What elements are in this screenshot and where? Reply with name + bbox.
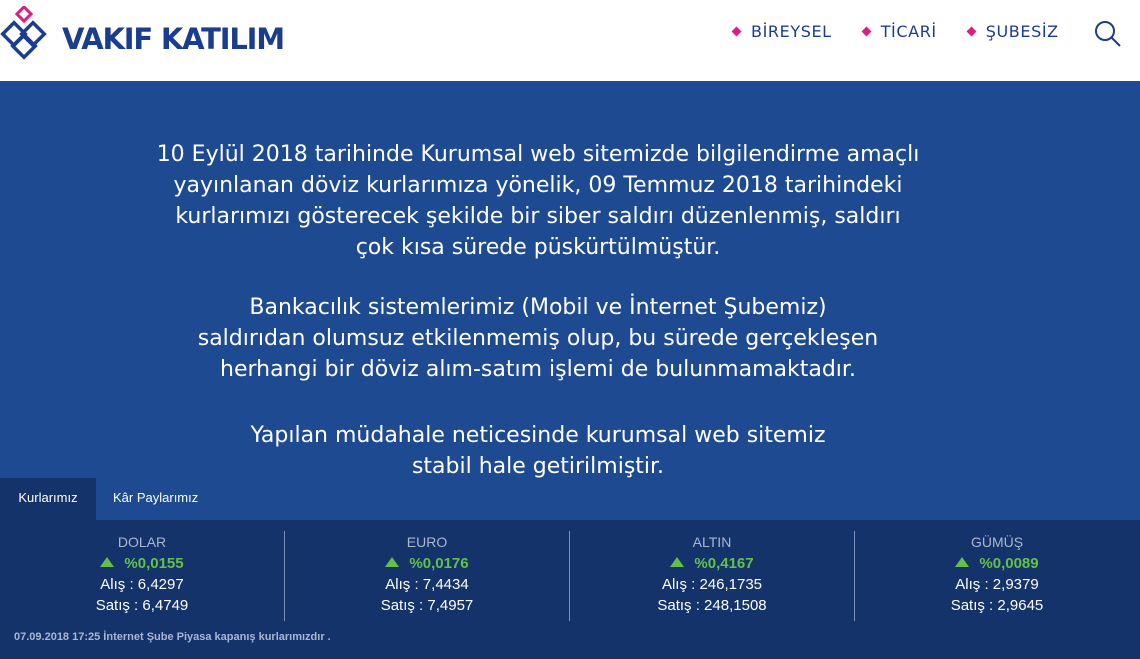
rate-name: DOLAR xyxy=(117,534,167,550)
diamond-bullet-icon xyxy=(732,27,742,37)
rates-tabs xyxy=(0,478,1140,520)
rate-card-euro xyxy=(284,531,569,621)
arrow-up-icon xyxy=(670,557,684,567)
rate-change-value: %0,0176 xyxy=(409,555,469,572)
rate-buy: Alış : 6,4297 xyxy=(100,576,184,593)
rate-buy: Alış : 2,9379 xyxy=(955,576,1039,593)
nav-item-label: BİREYSEL xyxy=(751,22,832,41)
brand-logo[interactable] xyxy=(0,6,284,66)
announcement-paragraph-1: 10 Eylül 2018 tarihinde Kurumsal web sitemizde bilgilendirme amaçlı yayınlanan döviz kurlarımıza yönelik, 09 Temmuz 2018 tarihindeki kurlarımızı gösterecek şekilde bir siber saldırı düzenlenmiş, saldırı çok kısa sürede püskürtülmüştür. xyxy=(156,142,920,260)
rate-change xyxy=(570,553,854,574)
arrow-up-icon xyxy=(955,557,969,567)
rate-change-value: %0,0155 xyxy=(124,555,184,572)
rate-sell: Satış : 6,4749 xyxy=(95,597,189,614)
nav-item-label: ŞUBESİZ xyxy=(985,22,1059,41)
search-icon[interactable] xyxy=(1094,20,1122,48)
announcement-panel xyxy=(0,81,1140,481)
rate-card-altin xyxy=(569,531,854,621)
rate-sell: Satış : 2,9645 xyxy=(950,597,1044,614)
tab-kar-paylarimiz[interactable]: Kâr Paylarımız xyxy=(113,490,199,505)
tab-kurlarimiz[interactable]: Kurlarımız xyxy=(0,478,96,520)
rate-card-gumus xyxy=(854,531,1139,621)
nav-item-label: TİCARİ xyxy=(880,22,937,41)
announcement-paragraph-3: Yapılan müdahale neticesinde kurumsal web sitemiz stabil hale getirilmiştir. xyxy=(250,423,826,479)
site-header xyxy=(0,0,1140,81)
rate-name: ALTIN xyxy=(692,534,732,550)
main-nav xyxy=(733,22,1090,41)
rate-change xyxy=(855,553,1139,574)
logo-mark-icon xyxy=(0,6,62,66)
rate-change-value: %0,0089 xyxy=(979,555,1039,572)
brand-name: VAKIF KATILIM xyxy=(62,22,284,56)
arrow-up-icon xyxy=(100,557,114,567)
rate-card-dolar xyxy=(0,531,284,621)
rates-footnote: 07.09.2018 17:25 İnternet Şube Piyasa kapanış kurlarımızdır . xyxy=(14,631,331,643)
rate-sell: Satış : 248,1508 xyxy=(657,597,767,614)
rate-buy: Alış : 246,1735 xyxy=(661,576,763,593)
rate-name: EURO xyxy=(406,534,448,550)
diamond-bullet-icon xyxy=(861,27,871,37)
rate-name: GÜMÜŞ xyxy=(970,534,1024,550)
nav-item-subesiz[interactable] xyxy=(968,22,1059,41)
announcement-paragraph-2: Bankacılık sistemlerimiz (Mobil ve İnternet Şubemiz) saldırıdan olumsuz etkilenmemiş olup, bu sürede gerçekleşen herhangi bir döviz alım-satım işlemi de bulunmamaktadır. xyxy=(197,295,879,382)
rate-change xyxy=(0,553,284,574)
rate-change xyxy=(285,553,569,574)
rate-change-value: %0,4167 xyxy=(694,555,754,572)
rate-buy: Alış : 7,4434 xyxy=(385,576,469,593)
nav-item-ticari[interactable] xyxy=(863,22,937,41)
nav-item-bireysel[interactable] xyxy=(733,22,832,41)
diamond-bullet-icon xyxy=(966,27,976,37)
arrow-up-icon xyxy=(385,557,399,567)
rate-sell: Satış : 7,4957 xyxy=(380,597,474,614)
exchange-rates-panel xyxy=(0,520,1140,659)
